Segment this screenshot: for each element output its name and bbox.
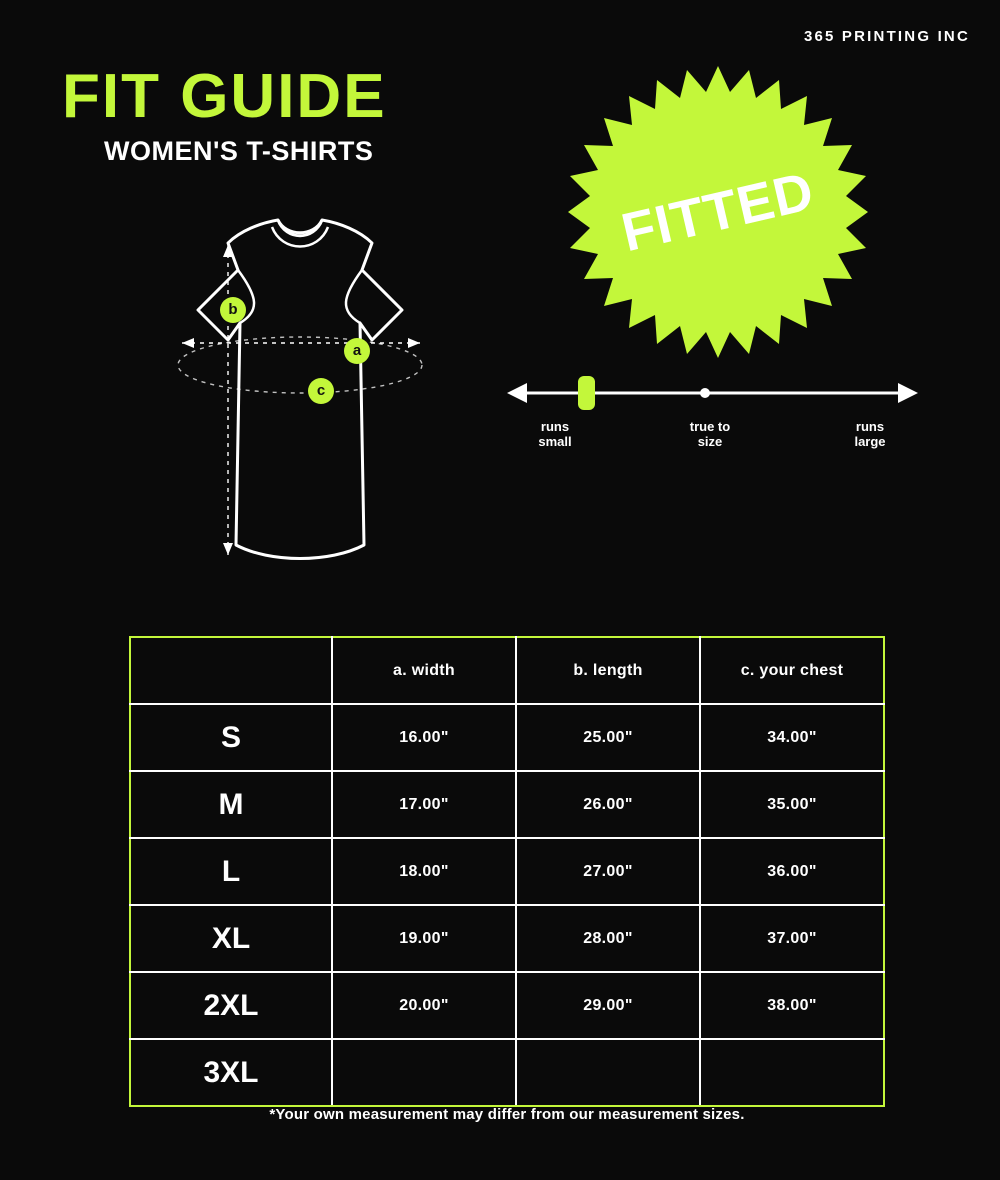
table-header-length: b. length — [516, 637, 700, 704]
row-size: M — [130, 771, 332, 838]
row-chest: 34.00" — [700, 704, 884, 771]
row-width: 17.00" — [332, 771, 516, 838]
brand-label: 365 PRINTING INC — [803, 28, 970, 45]
row-width: 16.00" — [332, 704, 516, 771]
tshirt-diagram — [120, 215, 480, 585]
row-size: XL — [130, 905, 332, 972]
fit-scale-label-small: runs small — [538, 419, 572, 449]
fit-scale-label-true: true to size — [689, 419, 731, 449]
row-size: 3XL — [130, 1039, 332, 1106]
page-subtitle: WOMEN'S T-SHIRTS — [104, 136, 374, 166]
table-row — [130, 972, 884, 1039]
table-row — [130, 905, 884, 972]
fit-scale-axis — [505, 368, 920, 418]
size-table — [129, 636, 885, 1107]
row-size: L — [130, 838, 332, 905]
row-length — [516, 1039, 700, 1106]
fitted-badge-label: FITTED — [616, 160, 820, 264]
table-header-row — [130, 637, 884, 704]
row-length: 27.00" — [516, 838, 700, 905]
table-header-chest: c. your chest — [700, 637, 884, 704]
row-width — [332, 1039, 516, 1106]
page-title: FIT GUIDE — [62, 62, 387, 131]
row-length: 29.00" — [516, 972, 700, 1039]
row-length: 25.00" — [516, 704, 700, 771]
row-width: 19.00" — [332, 905, 516, 972]
fit-scale — [505, 368, 920, 468]
marker-c: c — [308, 378, 334, 404]
table-footnote: *Your own measurement may differ from our measurement sizes. — [269, 1106, 745, 1123]
row-chest — [700, 1039, 884, 1106]
table-header-width: a. width — [332, 637, 516, 704]
row-width: 20.00" — [332, 972, 516, 1039]
table-row — [130, 704, 884, 771]
row-chest: 37.00" — [700, 905, 884, 972]
fitted-badge — [568, 62, 868, 362]
marker-a: a — [344, 338, 370, 364]
size-table-wrap — [129, 636, 885, 1123]
header — [62, 62, 387, 167]
marker-b: b — [220, 297, 246, 323]
table-header-blank — [130, 637, 332, 704]
table-row — [130, 1039, 884, 1106]
table-row — [130, 771, 884, 838]
row-chest: 35.00" — [700, 771, 884, 838]
table-row — [130, 838, 884, 905]
row-size: 2XL — [130, 972, 332, 1039]
row-size: S — [130, 704, 332, 771]
row-chest: 38.00" — [700, 972, 884, 1039]
row-length: 28.00" — [516, 905, 700, 972]
fit-scale-label-large: runs large — [854, 419, 886, 449]
row-width: 18.00" — [332, 838, 516, 905]
fit-scale-marker — [578, 376, 595, 410]
row-chest: 36.00" — [700, 838, 884, 905]
tshirt-illustration — [120, 215, 480, 585]
row-length: 26.00" — [516, 771, 700, 838]
